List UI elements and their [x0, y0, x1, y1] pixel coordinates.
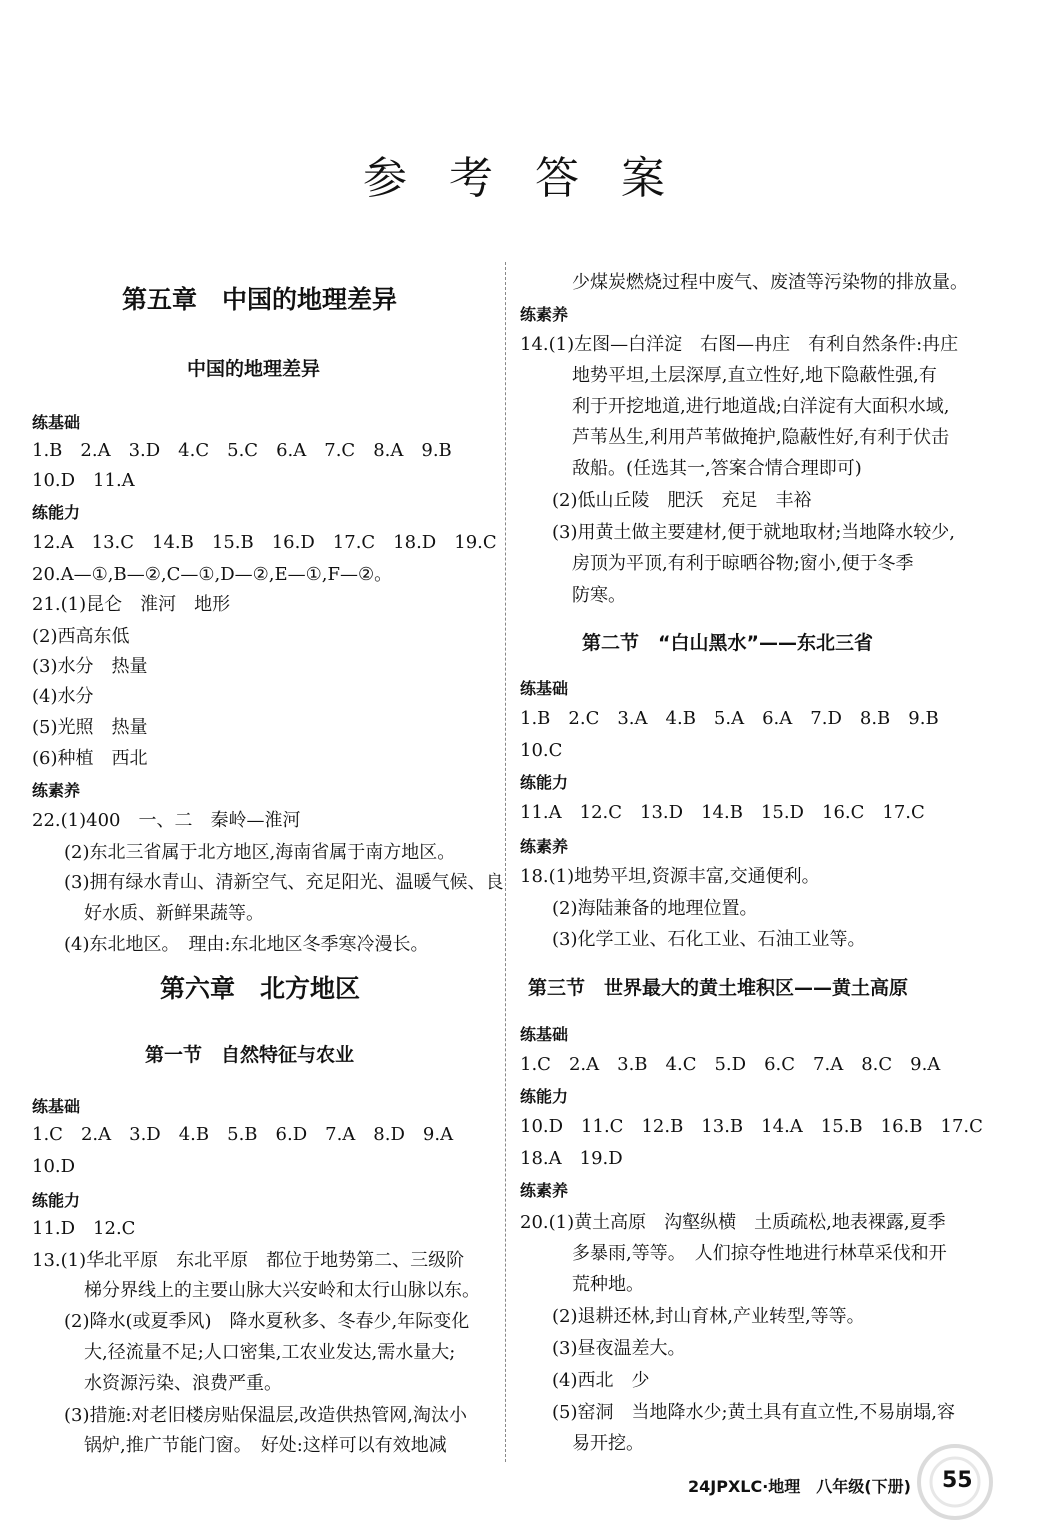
- answer-line: 1.B 2.C 3.A 4.B 5.A 6.A 7.D 8.B 9.B: [520, 708, 939, 729]
- answer-line: 1.C 2.A 3.D 4.B 5.B 6.D 7.A 8.D 9.A: [32, 1124, 454, 1145]
- answer-line: 10.D 11.C 12.B 13.B 14.A 15.B 16.B 17.C: [520, 1116, 983, 1137]
- answer-line: 10.D 11.A: [32, 470, 135, 491]
- exercise-category-label: 练素养: [520, 837, 569, 856]
- exercise-category-label: 练能力: [520, 773, 569, 792]
- answer-line: (4)东北地区。 理由:东北地区冬季寒冷漫长。: [64, 934, 429, 955]
- answer-line: 多暴雨,等等。 人们掠夺性地进行林草采伐和开: [572, 1243, 947, 1264]
- answer-line: 10.D: [32, 1156, 76, 1177]
- answer-line: (3)水分 热量: [32, 656, 148, 677]
- answer-line: 14.(1)左图—白洋淀 右图—冉庄 有利自然条件:冉庄: [520, 334, 959, 355]
- chapter-heading: 第六章 北方地区: [160, 974, 361, 1003]
- answer-line: (2)海陆兼备的地理位置。: [552, 898, 758, 919]
- section-heading: 第二节 “白山黑水”——东北三省: [582, 632, 873, 654]
- answer-line: (5)光照 热量: [32, 717, 148, 738]
- answer-line: (2)东北三省属于北方地区,海南省属于南方地区。: [64, 842, 456, 863]
- watermark-logo-icon: [880, 1440, 1030, 1530]
- answer-line: 1.B 2.A 3.D 4.C 5.C 6.A 7.C 8.A 9.B: [32, 440, 452, 461]
- section-heading: 中国的地理差异: [187, 358, 321, 380]
- exercise-category-label: 练素养: [520, 1181, 569, 1200]
- exercise-category-label: 练素养: [32, 781, 81, 800]
- column-divider: [505, 262, 507, 1462]
- page-title: 参 考 答 案: [363, 153, 679, 204]
- answer-line: (3)用黄土做主要建材,便于就地取材;当地降水较少,: [552, 522, 956, 543]
- answer-line: 22.(1)400 一、二 秦岭—淮河: [32, 810, 301, 831]
- exercise-category-label: 练基础: [520, 1025, 569, 1044]
- footer-book-code: 24JPXLC·地理 八年级(下册): [688, 1477, 911, 1496]
- answer-line: 锅炉,推广节能门窗。 好处:这样可以有效地减: [84, 1435, 447, 1456]
- answer-line: 11.A 12.C 13.D 14.B 15.D 16.C 17.C: [520, 802, 925, 823]
- answer-line: (2)低山丘陵 肥沃 充足 丰裕: [552, 490, 812, 511]
- answer-line: 梯分界线上的主要山脉大兴安岭和太行山脉以东。: [84, 1280, 480, 1301]
- answer-line: 利于开挖地道,进行地道战;白洋淀有大面积水域,: [572, 396, 950, 417]
- answer-line: 芦苇丛生,利用芦苇做掩护,隐蔽性好,有利于伏击: [572, 427, 950, 448]
- answer-line: 房顶为平顶,有利于晾晒谷物;窗小,便于冬季: [572, 553, 914, 574]
- answer-line: (2)降水(或夏季风) 降水夏秋多、冬春少,年际变化: [64, 1311, 470, 1332]
- answer-line: 易开挖。: [572, 1433, 644, 1454]
- answer-line: (3)拥有绿水青山、清新空气、充足阳光、温暖气候、良: [64, 872, 504, 893]
- answer-line: 好水质、新鲜果蔬等。: [84, 903, 264, 924]
- answer-line: (2)西高东低: [32, 626, 130, 647]
- exercise-category-label: 练基础: [32, 413, 81, 432]
- exercise-category-label: 练能力: [32, 1191, 81, 1210]
- answer-line: 20.A—①,B—②,C—①,D—②,E—①,F—②。: [32, 564, 393, 585]
- page-number: 55: [942, 1468, 973, 1493]
- exercise-category-label: 练素养: [520, 305, 569, 324]
- section-heading: 第一节 自然特征与农业: [145, 1044, 355, 1066]
- answer-line: 10.C: [520, 740, 563, 761]
- answer-line: (3)昼夜温差大。: [552, 1338, 686, 1359]
- answer-line: (4)西北 少: [552, 1370, 650, 1391]
- answer-line: 13.(1)华北平原 东北平原 都位于地势第二、三级阶: [32, 1250, 465, 1271]
- answer-line: 1.C 2.A 3.B 4.C 5.D 6.C 7.A 8.C 9.A: [520, 1054, 941, 1075]
- answer-line: (5)窑洞 当地降水少;黄土具有直立性,不易崩塌,容: [552, 1402, 956, 1423]
- answer-line: 荒种地。: [572, 1274, 644, 1295]
- exercise-category-label: 练能力: [32, 503, 81, 522]
- exercise-category-label: 练基础: [520, 679, 569, 698]
- answer-line: 20.(1)黄土高原 沟壑纵横 土质疏松,地表裸露,夏季: [520, 1212, 946, 1233]
- answer-line: 敌船。(任选其一,答案合情合理即可): [572, 458, 862, 479]
- answer-line: 18.A 19.D: [520, 1148, 623, 1169]
- answer-line: (4)水分: [32, 686, 94, 707]
- answer-line: (6)种植 西北: [32, 748, 148, 769]
- answer-line: 少煤炭燃烧过程中废气、废渣等污染物的排放量。: [572, 272, 968, 293]
- section-heading: 第三节 世界最大的黄土堆积区——黄土高原: [528, 977, 909, 999]
- answer-line: 水资源污染、浪费严重。: [84, 1373, 282, 1394]
- answer-line: 防寒。: [572, 585, 626, 606]
- answer-line: 18.(1)地势平坦,资源丰富,交通便利。: [520, 866, 820, 887]
- answer-line: 地势平坦,土层深厚,直立性好,地下隐蔽性强,有: [572, 365, 937, 386]
- answer-line: 21.(1)昆仑 淮河 地形: [32, 594, 231, 615]
- answer-line: (3)措施:对老旧楼房贴保温层,改造供热管网,淘汰小: [64, 1405, 468, 1426]
- exercise-category-label: 练基础: [32, 1097, 81, 1116]
- answer-line: (2)退耕还林,封山育林,产业转型,等等。: [552, 1306, 865, 1327]
- chapter-heading: 第五章 中国的地理差异: [122, 285, 398, 314]
- exercise-category-label: 练能力: [520, 1087, 569, 1106]
- answer-line: 大,径流量不足;人口密集,工农业发达,需水量大;: [84, 1342, 456, 1363]
- answer-line: (3)化学工业、石化工业、石油工业等。: [552, 929, 866, 950]
- answer-line: 11.D 12.C: [32, 1218, 136, 1239]
- answer-line: 12.A 13.C 14.B 15.B 16.D 17.C 18.D 19.C: [32, 532, 497, 553]
